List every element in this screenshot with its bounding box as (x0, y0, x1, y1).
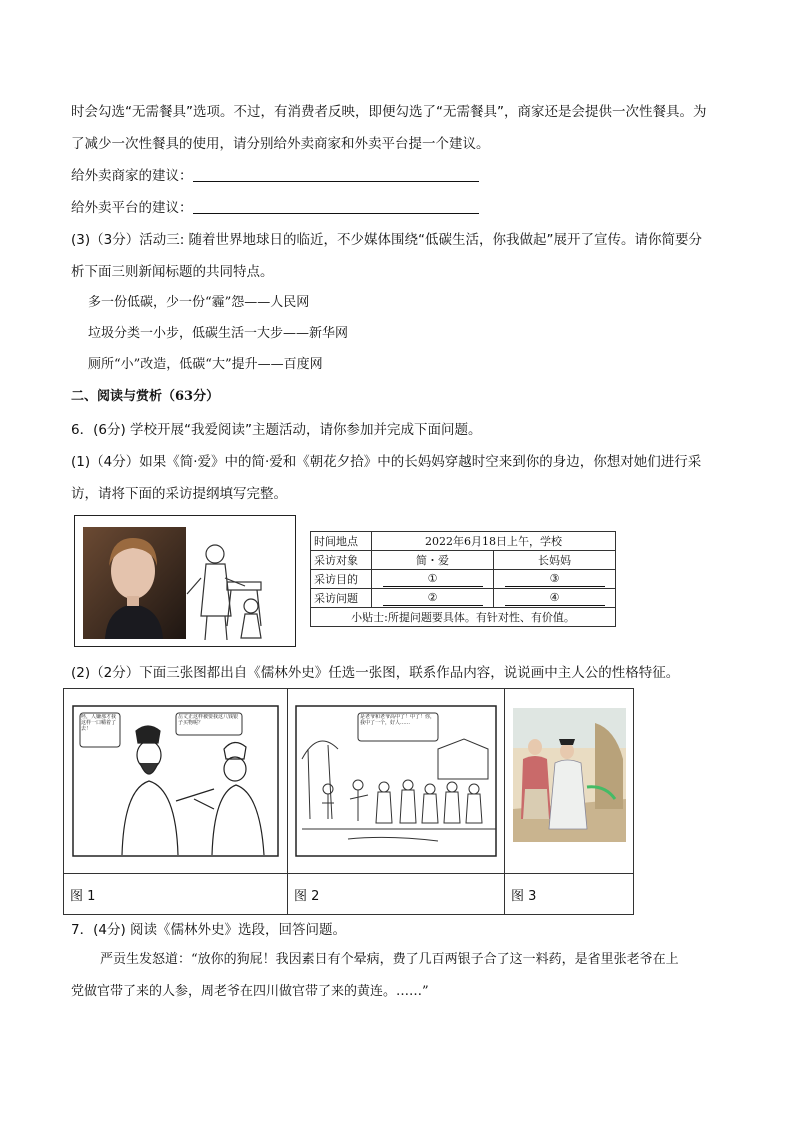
platform-suggestion-row (71, 198, 479, 218)
time-place-value: 2022年6月18日上午，学校 (372, 532, 616, 551)
merchant-suggestion-label: 给外卖商家的建议： (71, 168, 193, 184)
platform-suggestion-label: 给外卖平台的建议： (71, 200, 193, 216)
jane-eyre-portrait-and-changmama-illustration (75, 516, 295, 646)
interview-images (74, 515, 296, 647)
q6-part1-line2: 访，请将下面的采访提纲填写完整。 (71, 486, 287, 502)
interviewee-jane: 简・爱 (372, 551, 494, 570)
merchant-suggestion-blank[interactable] (193, 167, 479, 182)
headline-2: 垃圾分类一小步，低碳生活一大步——新华网 (88, 326, 349, 341)
q6-part1-line1: (1)（4分）如果《简·爱》中的简·爱和《朝花夕拾》中的长妈妈穿越时空来到你的身边，你想对她们进行采 (71, 454, 702, 470)
figure-1-illustration (64, 689, 287, 869)
figure-2-cell (288, 689, 505, 874)
headline-3: 厕所“小”改造，低碳“大”提升——百度网 (88, 357, 323, 372)
figure-2-bubble: 是老爷和老爷高中了！中了！你，我中了一个，好人…… (360, 714, 436, 726)
q5-text-line1: 时会勾选“无需餐具”选项。不过，有消费者反映，即便勾选了“无需餐具”，商家还是会提供一次性餐具。为 (71, 104, 707, 120)
answer-slot-2[interactable]: ② (383, 591, 483, 606)
figure-1-cell (64, 689, 288, 874)
figure-3-cell (505, 689, 634, 874)
q7-quote-line1: 严贡生发怒道：“放你的狗屁！我因素日有个晕病，费了几百两银子合了这一料药，是省里张老爷在上 (100, 952, 679, 967)
interview-tip: 小贴士:所提问题要具体。有针对性、有价值。 (311, 608, 616, 627)
question-label: 采访问题 (311, 589, 372, 608)
rulin-figures-table (63, 688, 634, 915)
figure-1-bubble-left: 呸，人嫌那才我这样一口嚼着了去！ (81, 714, 117, 732)
platform-suggestion-blank[interactable] (193, 199, 479, 214)
figure-3-illustration (505, 689, 633, 869)
figure-1-caption: 图 1 (64, 874, 288, 915)
q7-quote-line2: 党做官带了来的人参，周老爷在四川做官带了来的黄连。……” (71, 984, 429, 999)
q6-intro: 6．(6分) 学校开展“我爱阅读”主题活动，请你参加并完成下面问题。 (71, 422, 482, 438)
answer-slot-1[interactable]: ① (383, 572, 483, 587)
figure-2-illustration (288, 689, 504, 869)
answer-slot-4[interactable]: ④ (505, 591, 605, 606)
figure-3-caption: 图 3 (505, 874, 634, 915)
headline-1: 多一份低碳，少一份“霾”怨——人民网 (88, 295, 310, 310)
q6-part2: (2)（2分）下面三张图都出自《儒林外史》任选一张图，联系作品内容，说说画中主人公的性格特征。 (71, 665, 680, 681)
interviewee-changmama: 长妈妈 (494, 551, 616, 570)
merchant-suggestion-row (71, 166, 479, 186)
activity3-line2: 析下面三则新闻标题的共同特点。 (71, 264, 274, 280)
q7-intro: 7．(4分) 阅读《儒林外史》选段，回答问题。 (71, 922, 347, 938)
purpose-label: 采访目的 (311, 570, 372, 589)
activity3-line1: (3)（3分）活动三: 随着世界地球日的临近，不少媒体围绕“低碳生活，你我做起”展开了宣传。请你简要分 (71, 232, 703, 248)
time-place-label: 时间地点 (311, 532, 372, 551)
section-title: 二、阅读与赏析（63分） (71, 389, 220, 404)
interviewee-label: 采访对象 (311, 551, 372, 570)
figure-1-bubble-right: 岳丈正这样被要我这八钱银子买物呢？ (178, 714, 239, 726)
figure-2-caption: 图 2 (288, 874, 505, 915)
answer-slot-3[interactable]: ③ (505, 572, 605, 587)
interview-outline-table (310, 531, 616, 627)
q5-text-line2: 了减少一次性餐具的使用，请分别给外卖商家和外卖平台提一个建议。 (71, 136, 490, 152)
